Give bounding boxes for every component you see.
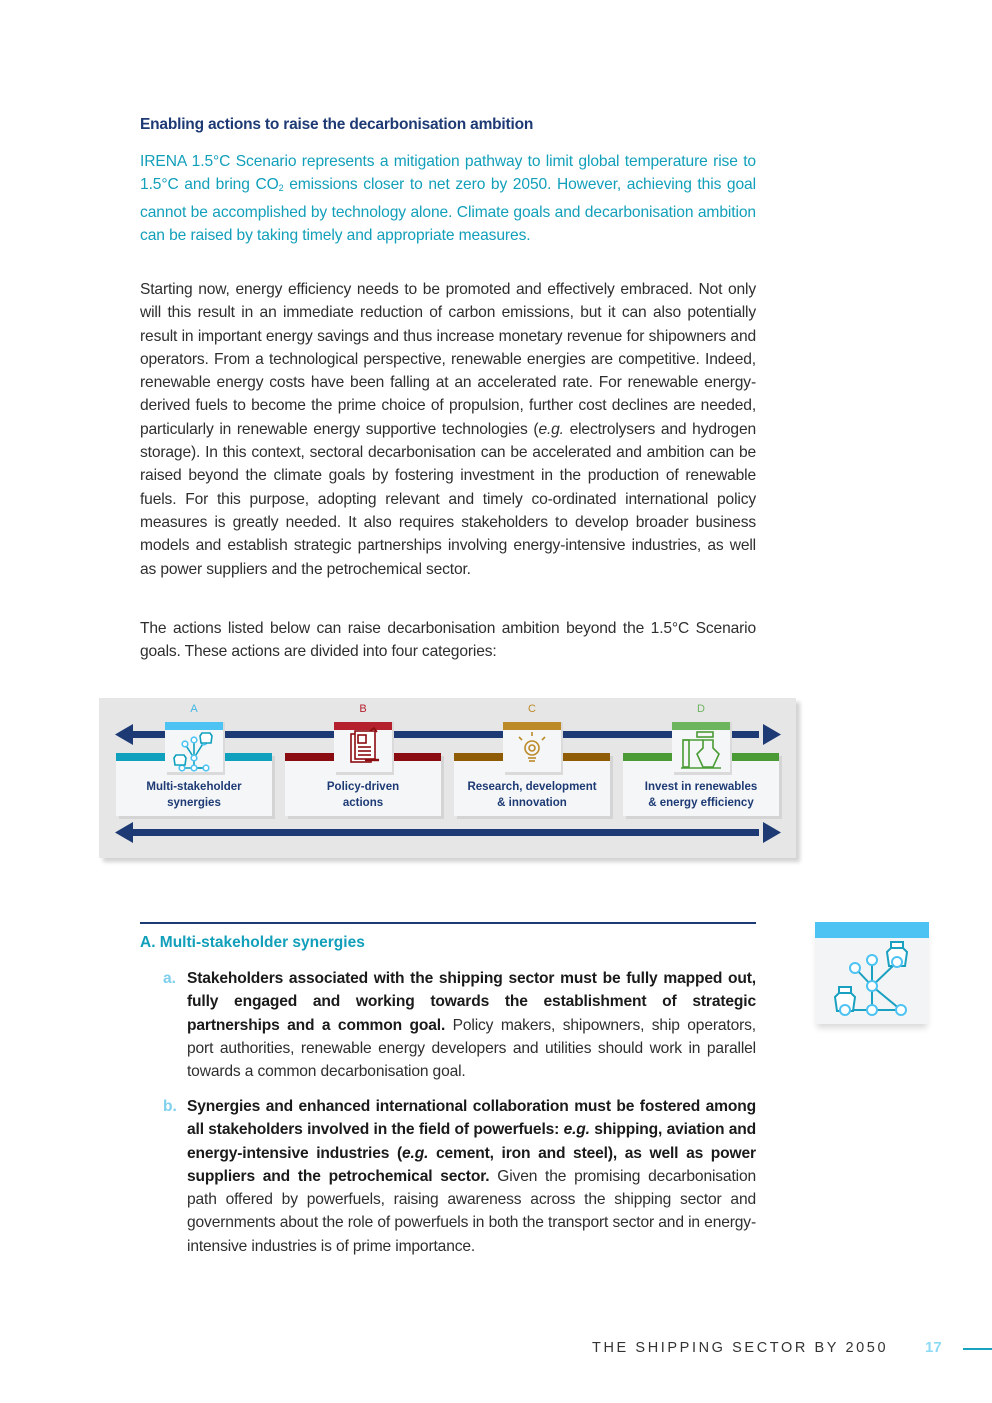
body-paragraph-1 [140, 278, 756, 581]
bottom-arrow [115, 822, 781, 843]
section-divider [140, 922, 756, 924]
top-arrow-left-head [115, 724, 133, 745]
category-top-bar [503, 722, 561, 730]
footer-accent-line [963, 1348, 992, 1350]
policy-document-icon [351, 728, 379, 762]
bottom-arrow-left-head [115, 822, 133, 843]
item-marker-a: a. [163, 970, 177, 987]
category-letter-a: A [190, 703, 198, 715]
top-arrow-right-head [763, 724, 781, 745]
item-b-bold: Synergies and enhanced international collaboration must be fostered among all stakeholders involved in the field of powerfuels: e.g. shipping, aviation and energy-intensive industries (e.g. cement, iron and steel), as well as power suppliers and the petrochemical sector. [187, 1098, 756, 1185]
categories-diagram [99, 698, 796, 858]
stakeholder-network-icon [815, 922, 929, 1024]
category-label-d: Invest in renewables & energy efficiency [644, 781, 758, 809]
section-heading: Enabling actions to raise the decarbonisation ambition [140, 116, 534, 133]
category-label-a: Multi-stakeholder synergies [146, 781, 242, 809]
p1-text-b: electrolysers and hydrogen storage). In this context, sectoral decarbonisation can be accelerated and ambition can be raised beyond the climate goals by fostering investment in the production of renewable fuels. For this purpose, adopting relevant and timely co-ordinated international policy measures is greatly needed. It also requires stakeholders to develop broader business models and establish strategic partnerships involving energy-intensive industries, as well as power suppliers and the petrochemical sector. [140, 420, 757, 578]
category-letter-c: C [528, 703, 536, 715]
diagram-graphics [99, 698, 796, 858]
lead-text-2: emissions closer to net zero by 2050. However, achieving this goal cannot be accomplished by technology alone. Climate goals and decarbonisation ambition can be raised by taking timely and appropriate measures. [140, 176, 756, 244]
item-marker-b: b. [163, 1098, 177, 1115]
body-paragraph-2: The actions listed below can raise decarbonisation ambition beyond the 1.5°C Scenario goals. These actions are divided into four categories: [140, 620, 756, 661]
category-top-bar [672, 722, 730, 730]
bottom-arrow-right-head [763, 822, 781, 843]
category-label-b: Policy-driven actions [326, 781, 400, 809]
footer-title: THE SHIPPING SECTOR BY 2050 [592, 1340, 889, 1356]
p1-eg: e.g. [538, 420, 564, 438]
list-item-a [187, 967, 756, 1083]
item-a-text: Policy makers, shipowners, ship operators, port authorities, renewable energy developers and utilities should work in parallel towards a common decarbonisation goal. [187, 1016, 756, 1081]
category-top-bar [334, 722, 392, 730]
co2-subscript: 2 [278, 183, 284, 194]
subsection-title: A. Multi-stakeholder synergies [140, 934, 365, 951]
lead-paragraph [140, 150, 756, 247]
category-label-c: Research, development & innovation [467, 781, 597, 809]
p1-text-a: Starting now, energy efficiency needs to be promoted and effectively embraced. Not only will this result in an immediate reduction of carbon emissions, but it can also potentially result in important energy savings and thus increase monetary revenue for shipowners and operators. From a technological perspective, renewable energies are competitive. Indeed, renewable energy costs have been falling at an accelerated rate. For renewable energy-derived fuels to become the prime choice of propulsion, further cost declines are needed, particularly in renewable energy supportive technologies ( [140, 281, 756, 438]
category-top-bar [165, 722, 223, 730]
list-item-b [187, 1095, 756, 1258]
category-letter-d: D [697, 703, 705, 715]
stakeholder-network-card [815, 922, 929, 1024]
category-letter-b: B [359, 703, 367, 715]
lead-text-1: IRENA 1.5°C Scenario represents a mitigation pathway to limit global temperature rise to 1.5°C and bring CO [140, 153, 756, 194]
item-b-text: Given the promising decarbonisation path offered by powerfuels, raising awareness across the shipping sector and governments about the role of powerfuels in both the transport sector and in energy-intensive industries is of prime importance. [187, 1167, 756, 1255]
page-number: 17 [925, 1339, 942, 1356]
item-a-bold: Stakeholders associated with the shipping sector must be fully mapped out, fully engaged and working towards the establishment of strategic partnerships and a common goal. [187, 970, 756, 1034]
